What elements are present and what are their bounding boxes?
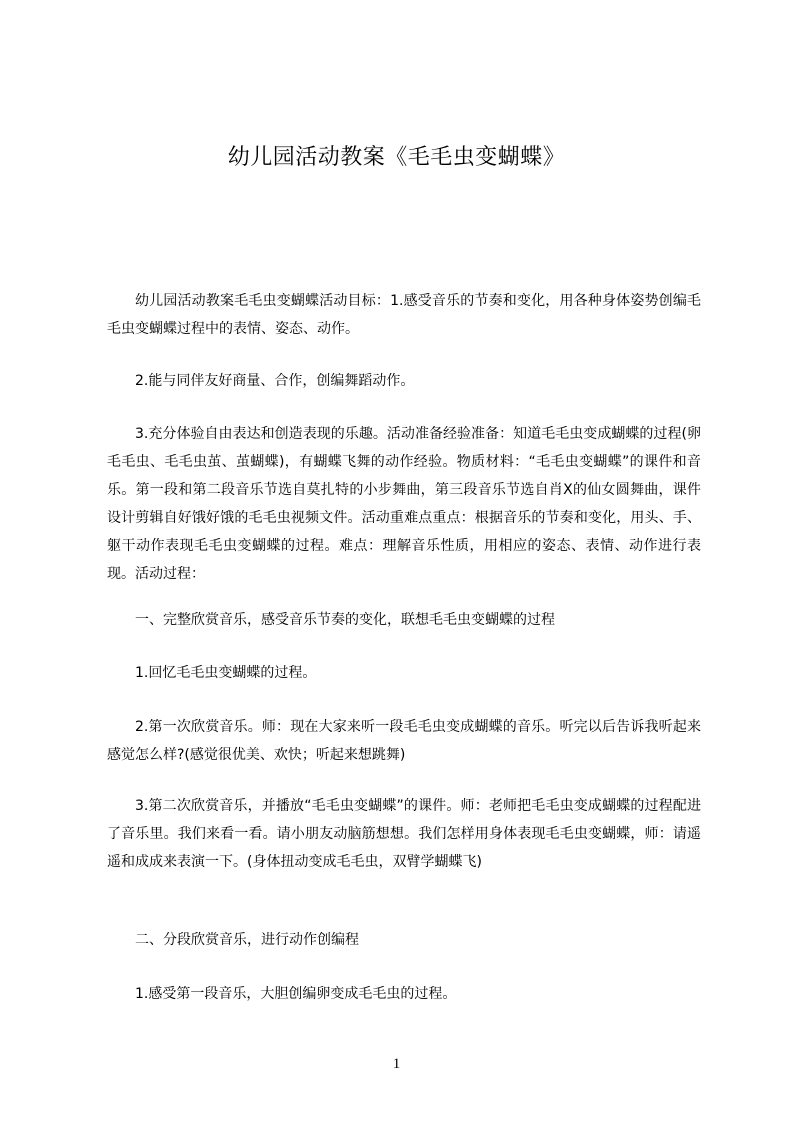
paragraph-step-1: 1.回忆毛毛虫变蝴蝶的过程。	[135, 665, 317, 681]
section-heading-2: 二、分段欣赏音乐，进行动作创编程	[135, 932, 359, 948]
paragraph-goal-3-preparation: 3.充分体验自由表达和创造表现的乐趣。活动准备经验准备：知道毛毛虫变成蝴蝶的过程(卵毛毛虫、毛毛虫茧、茧蝴蝶)，有蝴蝶飞舞的动作经验。物质材料：“毛毛虫变蝴蝶”的课件和音乐。第一段和第二段音乐节选自莫扎特的小步舞曲，第三段音乐节选自肖X的仙女圆舞曲，课件设计剪辑自好饿好饿的毛毛虫视频文件。活动重难点重点：根据音乐的节奏和变化，用头、手、躯干动作表现毛毛虫变蝴蝶的过程。难点：理解音乐性质，用相应的姿态、表情、动作进行表现。活动过程：	[107, 426, 701, 582]
paragraph-step-3: 3.第二次欣赏音乐，并播放“毛毛虫变蝴蝶”的课件。师：老师把毛毛虫变成蝴蝶的过程配进了音乐里。我们来看一看。请小朋友动脑筋想想。我们怎样用身体表现毛毛虫变蝴蝶，师：请遥遥和成成来表演一下。(身体扭动变成毛毛虫，双臂学蝴蝶飞)	[107, 798, 701, 870]
paragraph-section-2-step-1: 1.感受第一段音乐，大胆创编卵变成毛毛虫的过程。	[135, 986, 457, 1002]
paragraph-objectives: 幼儿园活动教案毛毛虫变蝴蝶活动目标：1.感受音乐的节奏和变化，用各种身体姿势创编毛毛虫变蝴蝶过程中的表情、姿态、动作。	[107, 293, 701, 337]
paragraph-step-2: 2.第一次欣赏音乐。师：现在大家来听一段毛毛虫变成蝴蝶的音乐。听完以后告诉我听起来感觉怎么样?(感觉很优美、欢快；听起来想跳舞)	[107, 719, 701, 763]
document-title: 幼儿园活动教案《毛毛虫变蝴蝶》	[227, 145, 566, 170]
section-heading-1: 一、完整欣赏音乐，感受音乐节奏的变化，联想毛毛虫变蝴蝶的过程	[135, 612, 555, 628]
paragraph-goal-2: 2.能与同伴友好商量、合作，创编舞蹈动作。	[135, 373, 415, 389]
page-number: 1	[392, 1056, 401, 1072]
